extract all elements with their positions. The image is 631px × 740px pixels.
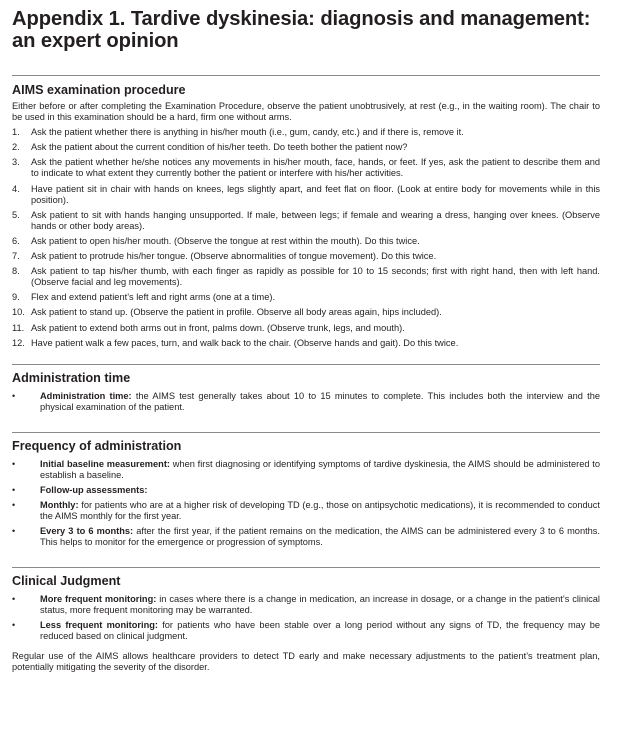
administration-time-section bbox=[12, 370, 600, 413]
aims-step bbox=[12, 251, 600, 262]
step-text: Ask patient to extend both arms out in front, palms down. (Observe trunk, legs, and mouth). bbox=[31, 322, 405, 333]
bullet-icon: • bbox=[12, 526, 16, 537]
administration-time-heading: Administration time bbox=[12, 370, 131, 385]
aims-steps-list bbox=[12, 127, 600, 349]
aims-step bbox=[12, 127, 600, 138]
step-text: Ask the patient about the current condition of his/her teeth. Do teeth bother the patient now? bbox=[31, 142, 408, 153]
section-divider bbox=[12, 567, 600, 568]
bullet-item bbox=[12, 485, 600, 496]
step-text: Ask patient to protrude his/her tongue. (Observe abnormalities of tongue movement). Do this twice. bbox=[31, 251, 437, 262]
bullet-item bbox=[12, 594, 600, 616]
aims-step bbox=[12, 142, 600, 153]
bullet-text: for patients who have been stable over a long period without any signs of TD, the frequency may be reduced based on clinical judgment. bbox=[40, 619, 600, 641]
step-number: 9. bbox=[12, 292, 20, 303]
aims-step bbox=[12, 292, 600, 303]
bullet-icon: • bbox=[12, 593, 16, 604]
step-number: 4. bbox=[12, 183, 20, 194]
bullet-text: after the first year, if the patient remains on the medication, the AIMS can be administered every 3 to 6 months. This helps to monitor for the emergence or progression of symptoms. bbox=[40, 526, 600, 548]
step-number: 6. bbox=[12, 235, 20, 246]
step-number: 12. bbox=[12, 337, 25, 348]
title-line-1: Appendix 1. Tardive dyskinesia: diagnosis and management: bbox=[12, 8, 591, 30]
step-text: Have patient sit in chair with hands on knees, legs slightly apart, and feet flat on floor. (Look at entire body for movements while in this position). bbox=[31, 183, 600, 205]
section-divider bbox=[12, 364, 600, 365]
bullet-item bbox=[12, 391, 600, 413]
aims-step bbox=[12, 184, 600, 206]
aims-intro: Either before or after completing the Examination Procedure, observe the patient unobtrusively, at rest (e.g., in the waiting room). The chair to be used in this examination should be a hard, firm one without arms. bbox=[12, 101, 600, 123]
bullet-label: Administration time: bbox=[40, 390, 132, 401]
step-number: 1. bbox=[12, 127, 20, 138]
step-text: Ask patient to sit with hands hanging unsupported. If male, between legs; if female and wearing a dress, hanging over knees. (Observe hands or other body areas). bbox=[31, 209, 600, 231]
bullet-text: for patients who are at a higher risk of developing TD (e.g., those on antipsychotic medications), it is recommended to conduct the AIMS monthly for the first year. bbox=[40, 500, 600, 522]
bullet-label: Follow-up assessments: bbox=[40, 485, 148, 496]
frequency-heading: Frequency of administration bbox=[12, 438, 182, 453]
step-number: 7. bbox=[12, 251, 20, 262]
step-number: 2. bbox=[12, 142, 20, 153]
aims-step bbox=[12, 338, 600, 349]
step-text: Flex and extend patient’s left and right arms (one at a time). bbox=[31, 292, 276, 303]
step-text: Ask patient to tap his/her thumb, with each finger as rapidly as possible for 10 to 15 seconds; first with right hand, then with left hand. (Observe facial and leg movements). bbox=[31, 266, 600, 288]
aims-step bbox=[12, 210, 600, 232]
bullet-label: Every 3 to 6 months: bbox=[40, 526, 134, 537]
bullet-text: the AIMS test generally takes about 10 to 15 minutes to complete. This includes both the interview and the physical examination of the patient. bbox=[40, 390, 600, 412]
aims-step bbox=[12, 266, 600, 288]
bullet-icon: • bbox=[12, 485, 16, 496]
aims-heading: AIMS examination procedure bbox=[12, 83, 186, 97]
closing-paragraph: Regular use of the AIMS allows healthcare providers to detect TD early and make necessary adjustments to the patient’s treatment plan, potentially mitigating the severity of the disorder. bbox=[12, 650, 600, 672]
step-number: 10. bbox=[12, 307, 25, 318]
bullet-item bbox=[12, 459, 600, 481]
bullet-item bbox=[12, 500, 600, 522]
bullet-text: when first diagnosing or identifying symptoms of tardive dyskinesia, the AIMS should be administered to establish a baseline. bbox=[40, 458, 600, 480]
bullet-item bbox=[12, 526, 600, 548]
step-number: 5. bbox=[12, 209, 20, 220]
frequency-list bbox=[12, 459, 600, 549]
frequency-section bbox=[12, 438, 600, 549]
clinical-judgment-list bbox=[12, 594, 600, 642]
bullet-text: in cases where there is a change in medication, an increase in dosage, or a change in the patient’s clinical status, more frequent monitoring may be warranted. bbox=[40, 593, 600, 615]
step-number: 11. bbox=[12, 322, 25, 333]
step-text: Ask patient to open his/her mouth. (Observe the tongue at rest within the mouth). Do this twice. bbox=[31, 235, 420, 246]
bullet-label: Initial baseline measurement: bbox=[40, 458, 170, 469]
step-text: Ask the patient whether he/she notices any movements in his/her mouth, face, hands, or feet. If yes, ask the patient to describe them and to indicate to what extent they currently bother the patient or interfere with his/her activities. bbox=[31, 157, 600, 179]
bullet-item bbox=[12, 620, 600, 642]
aims-step bbox=[12, 323, 600, 334]
bullet-label: Monthly: bbox=[40, 500, 79, 511]
section-divider bbox=[12, 432, 600, 433]
bullet-icon: • bbox=[12, 390, 16, 401]
bullet-label: More frequent monitoring: bbox=[40, 593, 157, 604]
step-text: Ask the patient whether there is anything in his/her mouth (i.e., gum, candy, etc.) and if there is, remove it. bbox=[31, 127, 464, 138]
page-title bbox=[12, 8, 600, 52]
administration-time-list bbox=[12, 391, 600, 413]
aims-section bbox=[12, 82, 600, 349]
bullet-label: Less frequent monitoring: bbox=[40, 619, 158, 630]
step-text: Have patient walk a few paces, turn, and walk back to the chair. (Observe hands and gait). Do this twice. bbox=[31, 337, 459, 348]
clinical-judgment-heading: Clinical Judgment bbox=[12, 573, 121, 588]
aims-step bbox=[12, 307, 600, 318]
aims-step bbox=[12, 157, 600, 179]
bullet-icon: • bbox=[12, 500, 16, 511]
step-number: 3. bbox=[12, 157, 20, 168]
clinical-judgment-section bbox=[12, 573, 600, 674]
title-line-2: an expert opinion bbox=[12, 30, 179, 52]
aims-step bbox=[12, 236, 600, 247]
step-number: 8. bbox=[12, 266, 20, 277]
bullet-icon: • bbox=[12, 458, 16, 469]
document-page bbox=[12, 0, 600, 673]
step-text: Ask patient to stand up. (Observe the patient in profile. Observe all body areas again, hips included). bbox=[31, 307, 442, 318]
bullet-icon: • bbox=[12, 619, 16, 630]
section-divider bbox=[12, 75, 600, 76]
